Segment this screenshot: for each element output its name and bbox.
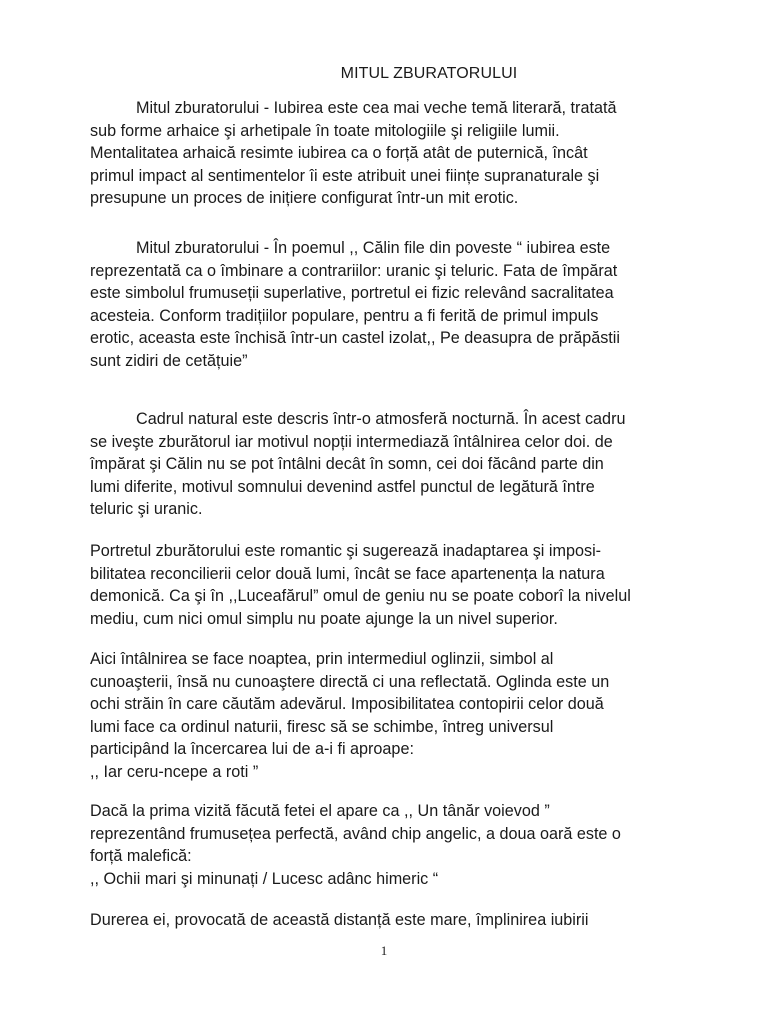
document-title: MITUL ZBURATORULUI [340,65,518,82]
paragraph-line: erotic, aceasta este închisă într-un castel izolat,, Pe deasupra de prăpăstii [90,329,620,347]
paragraph-3 [90,408,690,521]
paragraph-line: Mitul zburatorului - În poemul ,, Călin file din poveste “ iubirea este [136,239,611,257]
paragraph-line: Portretul zburătorului este romantic şi sugerează inadaptarea şi imposi- [90,542,602,560]
paragraph-line: împărat şi Călin nu se pot întâlni decât în somn, cei doi făcând parte din [90,455,604,473]
paragraph-line: cunoaşterii, însă nu cunoaştere directă ci una reflectată. Oglinda este un [90,672,610,691]
paragraph-line: presupune un proces de inițiere configurat într-un mit erotic. [90,189,519,207]
paragraph-line: forță malefică: [90,847,192,865]
paragraph-7 [90,909,690,932]
paragraph-line: mediu, cum nici omul simplu nu poate ajunge la un nivel superior. [90,609,558,628]
paragraph-line: Mitul zburatorului - Iubirea este cea mai veche temă literară, tratată [136,99,617,117]
paragraph-line: acesteia. Conform tradițiilor populare, pentru a fi ferită de primul impuls [90,306,599,325]
paragraph-line: participând la încercarea lui de a-i fi aproape: [90,740,414,758]
paragraph-1 [90,97,690,210]
paragraph-line: se iveşte zburătorul iar motivul nopții intermediază întâlnirea celor doi. de [90,432,613,451]
paragraph-4 [90,540,690,630]
paragraph-line: reprezentată ca o îmbinare a contrariilor: uranic şi teluric. Fata de împărat [90,261,618,280]
paragraph-line: sunt zidiri de cetățuie” [90,351,248,370]
paragraph-line: reprezentând frumusețea perfectă, având chip angelic, a doua oară este o [90,824,621,843]
paragraph-line: lumi face ca ordinul naturii, firesc să se schimbe, întreg universul [90,717,554,736]
paragraph-line: Dacă la prima vizită făcută fetei el apare ca ,, Un tânăr voievod ” [90,802,550,820]
paragraph-line: Aici întâlnirea se face noaptea, prin intermediul oglinzii, simbol al [90,650,554,668]
paragraph-5 [90,648,690,783]
paragraph-line: lumi diferite, motivul somnului devenind astfel punctul de legătură între [90,477,595,496]
paragraph-2 [90,237,690,372]
quote-line: ,, Ochii mari şi minunați / Lucesc adânc himeric “ [90,869,439,888]
paragraph-line: Mentalitatea arhaică resimte iubirea ca o forță atât de puternică, încât [90,144,588,162]
paragraph-line: Cadrul natural este descris într-o atmosferă nocturnă. În acest cadru [136,410,626,428]
paragraph-line: ochi străin în care căutăm adevărul. Imposibilitatea contopirii celor două [90,695,604,713]
paragraph-line: este simbolul frumuseții superlative, portretul ei fizic relevând sacralitatea [90,284,614,302]
paragraph-line: teluric şi uranic. [90,500,203,518]
paragraph-line: Durerea ei, provocată de această distanță este mare, împlinirea iubirii [90,911,589,929]
page-number: 1 [380,943,388,958]
paragraph-line: bilitatea reconcilierii celor două lumi, încât se face apartenența la natura [90,564,605,583]
paragraph-line: demonică. Ca şi în ,,Luceafărul” omul de geniu nu se poate coborî la nivelul [90,587,631,605]
paragraph-line: primul impact al sentimentelor îi este atribuit unei ființe supranaturale şi [90,166,600,185]
paragraph-line: sub forme arhaice şi arhetipale în toate mitologiile şi religiile lumii. [90,121,560,140]
paragraph-6 [90,800,690,890]
quote-line: ,, Iar ceru-ncepe a roti ” [90,762,259,781]
